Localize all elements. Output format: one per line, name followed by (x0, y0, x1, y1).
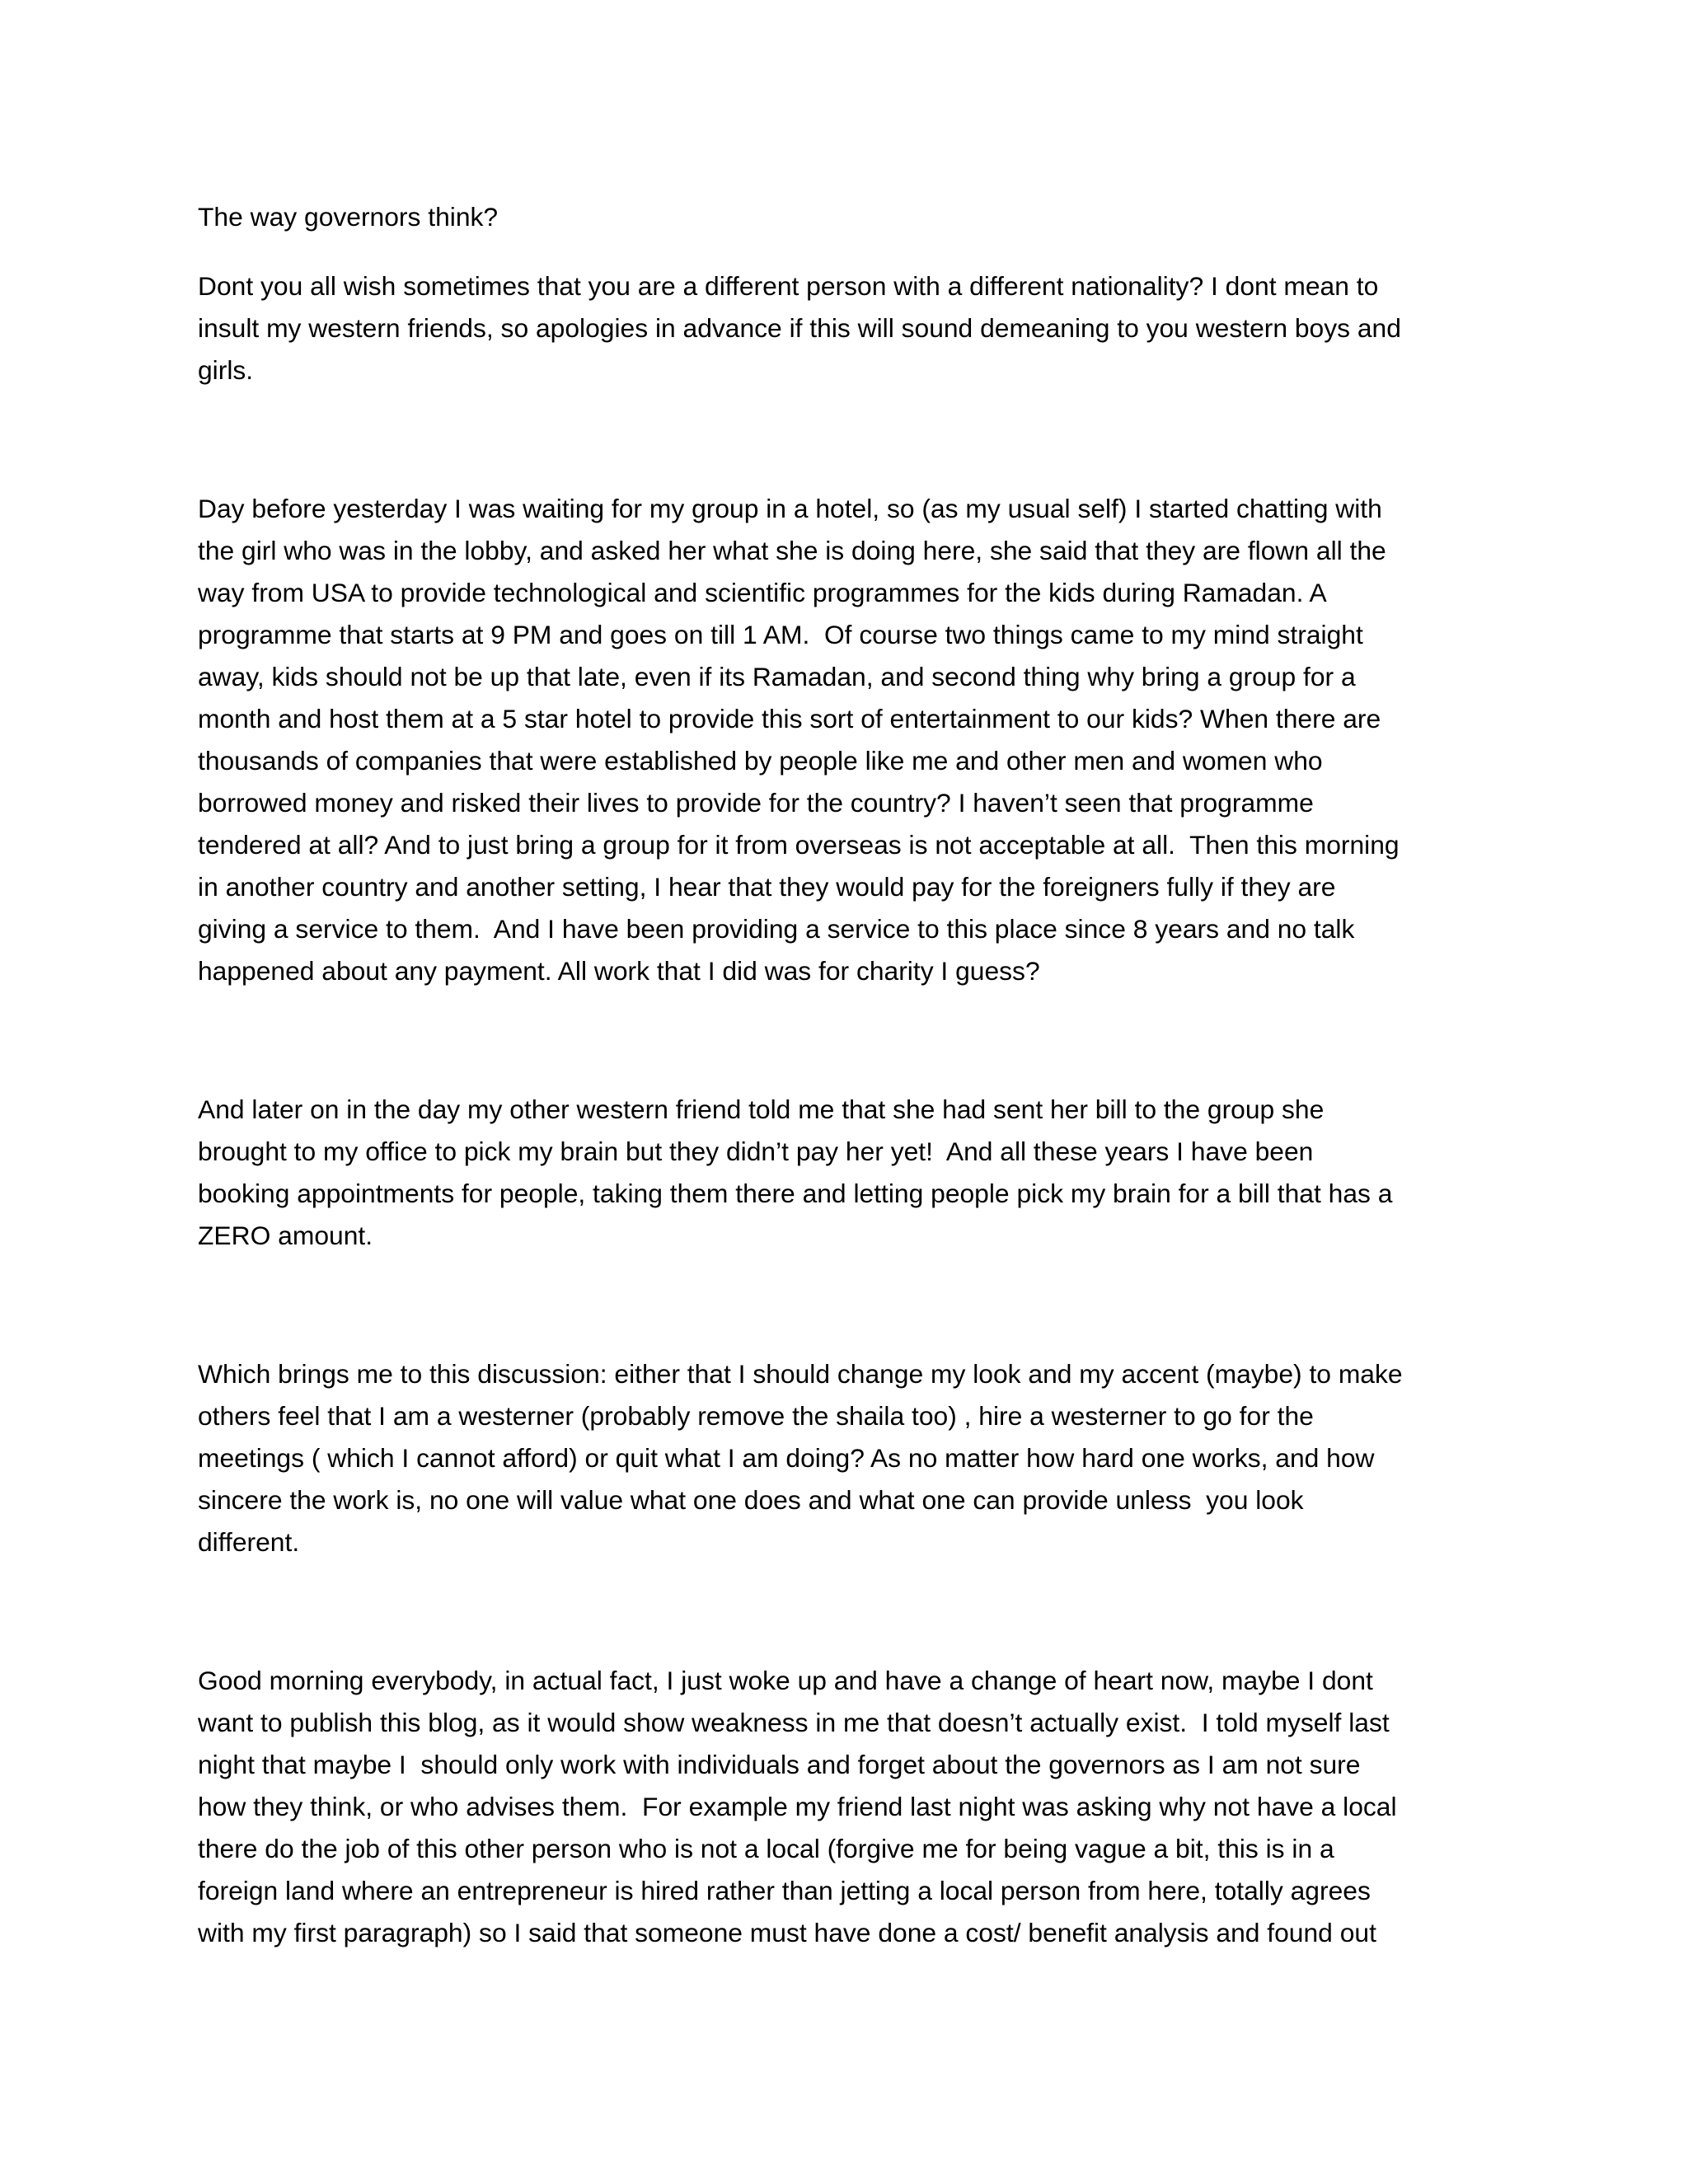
paragraph-line: how they think, or who advises them. For example my friend last night was asking why not have a local (198, 1792, 1397, 1821)
paragraph-line: others feel that I am a westerner (probably remove the shaila too) , hire a westerner to go for the (198, 1401, 1314, 1431)
paragraph-line: way from USA to provide technological and scientific programmes for the kids during Ramadan. A (198, 578, 1327, 607)
paragraph-line: ZERO amount. (198, 1221, 373, 1250)
paragraph-line: And later on in the day my other western friend told me that she had sent her bill to the group she (198, 1094, 1325, 1124)
paragraph-spacer (198, 391, 1504, 488)
paragraph-line: month and host them at a 5 star hotel to provide this sort of entertainment to our kids? When there are (198, 704, 1381, 733)
paragraph-line: booking appointments for people, taking them there and letting people pick my brain for a bill that has a (198, 1179, 1393, 1208)
paragraph-line: there do the job of this other person who is not a local (forgive me for being vague a bit, this is in a (198, 1834, 1334, 1863)
paragraph-line: happened about any payment. All work that I did was for charity I guess? (198, 956, 1040, 986)
paragraph-line: giving a service to them. And I have been providing a service to this place since 8 years and no talk (198, 914, 1355, 944)
paragraph-line: want to publish this blog, as it would show weakness in me that doesn’t actually exist. I told myself last (198, 1708, 1390, 1737)
paragraph-intro (198, 265, 1504, 391)
paragraph-line: Day before yesterday I was waiting for my group in a hotel, so (as my usual self) I started chatting with (198, 494, 1382, 523)
paragraph-line: night that maybe I should only work with individuals and forget about the governors as I am not sure (198, 1750, 1361, 1779)
document-title: The way governors think? (198, 202, 499, 232)
document-body (198, 196, 1504, 1954)
paragraph-line: thousands of companies that were established by people like me and other men and women who (198, 746, 1323, 776)
paragraph-line: Dont you all wish sometimes that you are a different person with a different nationality? I dont mean to (198, 271, 1379, 301)
paragraph-discussion (198, 1353, 1504, 1563)
paragraph-line: insult my western friends, so apologies in advance if this will sound demeaning to you western boys and (198, 313, 1401, 343)
paragraph-line: Which brings me to this discussion: either that I should change my look and my accent (maybe) to make (198, 1359, 1403, 1389)
paragraph-spacer (198, 1257, 1504, 1353)
paragraph-line: programme that starts at 9 PM and goes on till 1 AM. Of course two things came to my mind straight (198, 620, 1363, 649)
paragraph-spacer (198, 1563, 1504, 1660)
paragraph-line: in another country and another setting, I hear that they would pay for the foreigners fully if they are (198, 872, 1336, 902)
paragraph-line: the girl who was in the lobby, and asked her what she is doing here, she said that they are flown all the (198, 536, 1386, 565)
paragraph-line: brought to my office to pick my brain but they didn’t pay her yet! And all these years I have been (198, 1137, 1314, 1166)
paragraph-line: with my first paragraph) so I said that someone must have done a cost/ benefit analysis and found out (198, 1918, 1376, 1947)
paragraph-good-morning (198, 1660, 1504, 1954)
paragraph-hotel-story (198, 488, 1504, 992)
paragraph-line: girls. (198, 355, 254, 385)
paragraph-line: Good morning everybody, in actual fact, I just woke up and have a change of heart now, maybe I dont (198, 1666, 1373, 1695)
paragraph-line: sincere the work is, no one will value what one does and what one can provide unless you look (198, 1485, 1304, 1515)
paragraph-line: foreign land where an entrepreneur is hired rather than jetting a local person from here, totally agrees (198, 1876, 1371, 1905)
paragraph-line: tendered at all? And to just bring a group for it from overseas is not acceptable at all. Then this morning (198, 830, 1400, 860)
paragraph-spacer (198, 992, 1504, 1089)
paragraph-line: meetings ( which I cannot afford) or quit what I am doing? As no matter how hard one works, and how (198, 1443, 1375, 1473)
paragraph-billing (198, 1089, 1504, 1257)
paragraph-line: borrowed money and risked their lives to provide for the country? I haven’t seen that programme (198, 788, 1314, 818)
paragraph-line: different. (198, 1527, 300, 1557)
paragraph-line: away, kids should not be up that late, even if its Ramadan, and second thing why bring a group for a (198, 662, 1356, 691)
